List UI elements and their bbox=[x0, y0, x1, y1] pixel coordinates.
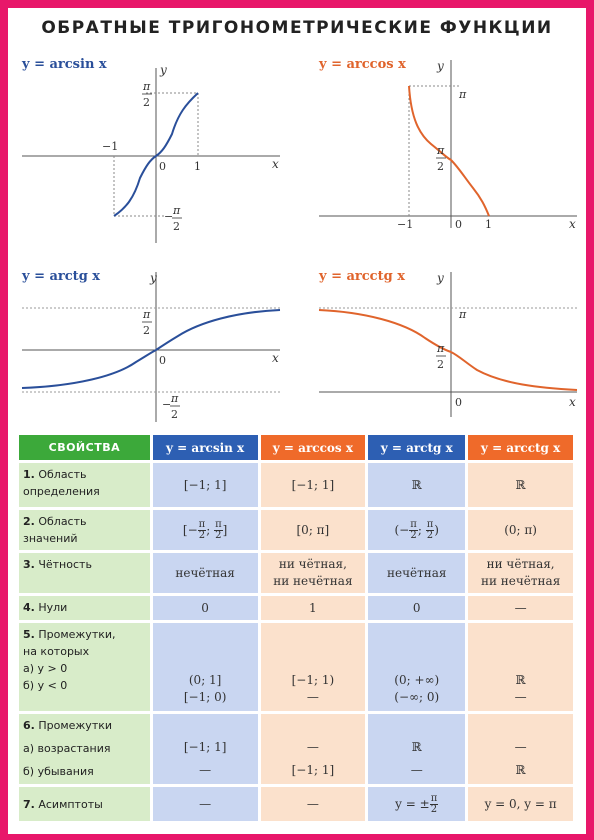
table-row-zeros bbox=[19, 596, 573, 620]
table-header-row bbox=[19, 435, 573, 460]
cell-zeros-arccos: 1 bbox=[261, 596, 366, 620]
cell-zeros-arctg: 0 bbox=[368, 596, 465, 620]
prop-zeros: 4. Нули bbox=[19, 596, 150, 620]
cell-range-arcctg: (0; π) bbox=[468, 510, 573, 550]
tick-two: 2 bbox=[143, 96, 150, 109]
table-row-asymptotes bbox=[19, 787, 573, 821]
header-arctg: y = arctg x bbox=[368, 435, 465, 460]
header-arcsin: y = arcsin x bbox=[153, 435, 258, 460]
cell-domain-arcctg: ℝ bbox=[468, 463, 573, 507]
table-row-domain bbox=[19, 463, 573, 507]
table-row-signs bbox=[19, 623, 573, 711]
cell-signs-arccos: [−1; 1) — bbox=[261, 623, 366, 711]
arccos-curve bbox=[409, 86, 489, 216]
x-axis-label: x bbox=[569, 217, 576, 231]
tick-0: 0 bbox=[455, 396, 462, 409]
tick-two-neg: 2 bbox=[173, 220, 180, 233]
cell-monotony-arcsin: [−1; 1] — bbox=[153, 714, 258, 784]
cell-range-arcsin: [− $\frac{\pi}{2}$ ; $\frac{\pi}{2}$ ] bbox=[153, 510, 258, 550]
properties-table bbox=[16, 432, 576, 824]
tick-pi: π bbox=[459, 308, 467, 321]
x-axis-label: x bbox=[569, 395, 576, 409]
tick-pi: π bbox=[459, 88, 467, 101]
cell-range-arctg: (− $\frac{\pi}{2}$ ; $\frac{\pi}{2}$ ) bbox=[368, 510, 465, 550]
tick-minus: − bbox=[162, 398, 172, 411]
table-row-parity bbox=[19, 553, 573, 593]
graph-arccos bbox=[313, 48, 583, 248]
cell-signs-arcsin: (0; 1] [−1; 0) bbox=[153, 623, 258, 711]
prop-asymptotes: 7. Асимптоты bbox=[19, 787, 150, 821]
poster bbox=[8, 8, 586, 834]
prop-parity: 3. Чётность bbox=[19, 553, 150, 593]
header-arccos: y = arccos x bbox=[261, 435, 366, 460]
table-row-monotony bbox=[19, 714, 573, 784]
tick-two: 2 bbox=[437, 358, 444, 371]
cell-monotony-arcctg: — ℝ bbox=[468, 714, 573, 784]
tick-neg-pi: π bbox=[173, 204, 181, 217]
graph-arcsin bbox=[16, 48, 286, 248]
tick-neg1: −1 bbox=[102, 140, 119, 153]
tick-two: 2 bbox=[143, 324, 150, 337]
prop-monotony: 6. Промежутки а) возрастания б) убывания bbox=[19, 714, 150, 784]
graph-arctg-label: y = arctg x bbox=[22, 269, 101, 284]
x-axis-label: x bbox=[272, 157, 279, 171]
cell-monotony-arctg: ℝ — bbox=[368, 714, 465, 784]
prop-range: 2. Область значений bbox=[19, 510, 150, 550]
x-axis-label: x bbox=[272, 351, 279, 365]
cell-signs-arcctg: ℝ — bbox=[468, 623, 573, 711]
cell-parity-arctg: нечётная bbox=[368, 553, 465, 593]
cell-asymptotes-arccos: — bbox=[261, 787, 366, 821]
tick-0: 0 bbox=[159, 160, 166, 173]
tick-pi-half: π bbox=[437, 342, 445, 355]
cell-asymptotes-arctg: y = ± $\frac{\pi}{2}$ bbox=[368, 787, 465, 821]
tick-pi-half: π bbox=[437, 144, 445, 157]
y-axis-label: y bbox=[160, 63, 167, 77]
cell-domain-arcsin: [−1; 1] bbox=[153, 463, 258, 507]
cell-asymptotes-arcsin: — bbox=[153, 787, 258, 821]
header-properties: СВОЙСТВА bbox=[19, 435, 150, 460]
tick-pi: π bbox=[143, 80, 151, 93]
tick-0: 0 bbox=[455, 218, 462, 231]
tick-1: 1 bbox=[194, 160, 201, 173]
cell-signs-arctg: (0; +∞) (−∞; 0) bbox=[368, 623, 465, 711]
tick-two-neg: 2 bbox=[171, 408, 178, 421]
header-arcctg: y = arcctg x bbox=[468, 435, 573, 460]
tick-minus: − bbox=[164, 210, 174, 223]
cell-domain-arccos: [−1; 1] bbox=[261, 463, 366, 507]
cell-parity-arccos: ни чётная, ни нечётная bbox=[261, 553, 366, 593]
cell-range-arccos: [0; π] bbox=[261, 510, 366, 550]
graph-arctg bbox=[16, 262, 286, 427]
cell-monotony-arccos: — [−1; 1] bbox=[261, 714, 366, 784]
tick-0: 0 bbox=[159, 354, 166, 367]
cell-parity-arcsin: нечётная bbox=[153, 553, 258, 593]
tick-neg1: −1 bbox=[397, 218, 414, 231]
prop-domain: 1. Область определения bbox=[19, 463, 150, 507]
y-axis-label: y bbox=[437, 59, 444, 73]
cell-asymptotes-arcctg: y = 0, y = π bbox=[468, 787, 573, 821]
tick-pi: π bbox=[143, 308, 151, 321]
page-title: ОБРАТНЫЕ ТРИГОНОМЕТРИЧЕСКИЕ ФУНКЦИИ bbox=[41, 18, 553, 38]
graph-arccos-label: y = arccos x bbox=[319, 57, 406, 72]
tick-1: 1 bbox=[485, 218, 492, 231]
y-axis-label: y bbox=[437, 271, 444, 285]
cell-zeros-arcsin: 0 bbox=[153, 596, 258, 620]
table-row-range bbox=[19, 510, 573, 550]
graph-arcctg bbox=[313, 262, 583, 427]
graph-arcsin-label: y = arcsin x bbox=[22, 57, 107, 72]
tick-neg-pi: π bbox=[171, 392, 179, 405]
y-axis-label: y bbox=[150, 271, 157, 285]
cell-domain-arctg: ℝ bbox=[368, 463, 465, 507]
arcctg-curve bbox=[319, 310, 577, 390]
graph-arcctg-label: y = arcctg x bbox=[319, 269, 405, 284]
cell-parity-arcctg: ни чётная, ни нечётная bbox=[468, 553, 573, 593]
cell-zeros-arcctg: — bbox=[468, 596, 573, 620]
prop-signs: 5. Промежутки, на которых а) y > 0 б) y < 0 bbox=[19, 623, 150, 711]
tick-two: 2 bbox=[437, 160, 444, 173]
